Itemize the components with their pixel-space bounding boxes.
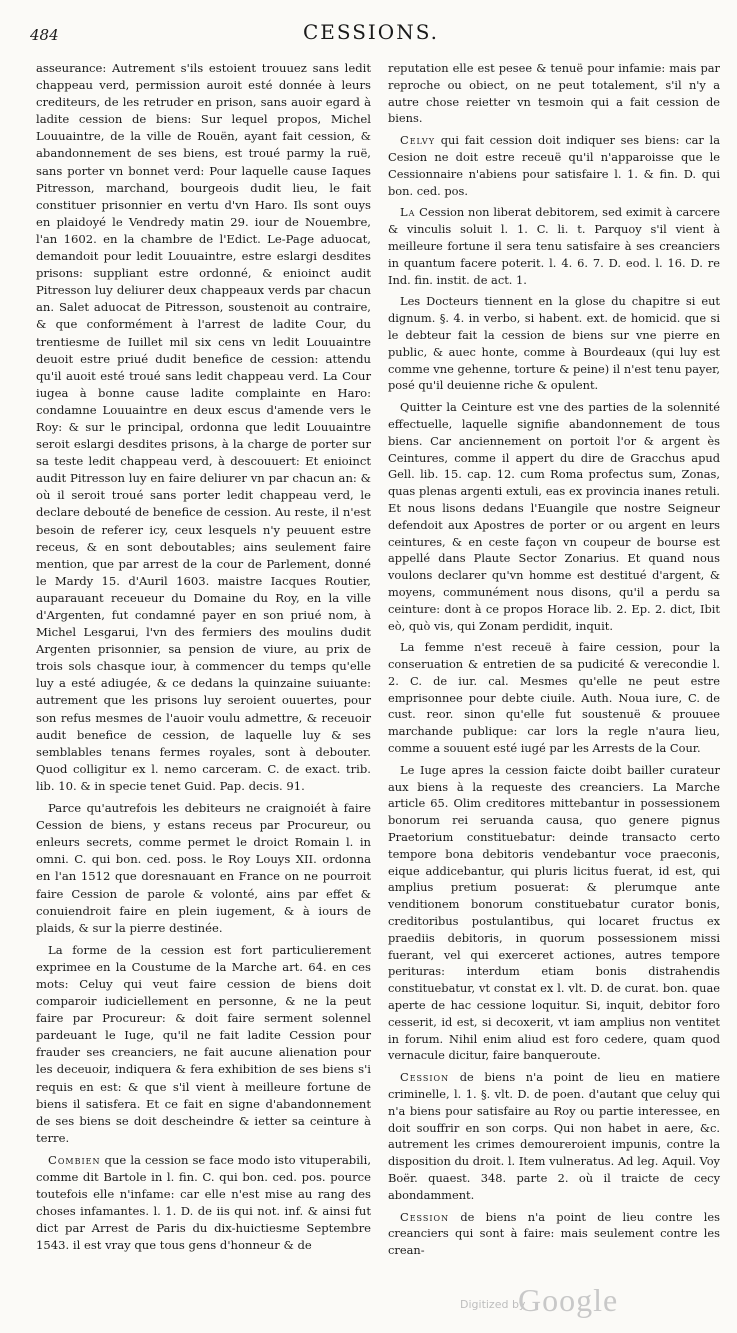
- page-number: 484: [30, 26, 59, 44]
- paragraph: [388, 639, 720, 757]
- running-title: CESSIONS.: [302, 20, 440, 44]
- left-column: [36, 60, 371, 1259]
- digitized-by-text: Digitized by: [460, 1298, 526, 1311]
- paragraph-lead-word: La: [400, 205, 416, 220]
- page-header: [30, 20, 712, 46]
- paragraph-text: La femme n'est receuë à faire cession, pour la conseruation & entretien de sa pudicité & verecondie l. 2. C. de iur. cal. Mesmes qu'elle ne peut estre emprisonnee pour debte ciuile. Auth. Noua iure, C. de cust. reor. sinon qu'elle fut soustenuë & prouuee marchande publique: car lors la regle n'aura lieu, comme a souuent esté iugé par les Arrests de la Cour.: [388, 640, 720, 756]
- paragraph: [36, 60, 371, 795]
- paragraph-text: La forme de la cession est fort particulierement exprimee en la Coustume de la Marche art. 64. en ces mots: Celuy qui veut faire cession de biens doit comparoir iudiciellement en personne, & ne la peut faire par Procureur: & doit faire serment solennel pardeuant le Iuge, qu'il ne fait ladite Cession pour frauder ses creanciers, ne fait aucune alienation pour les deceuoir, indiquera & fera exhibition de ses biens s'i requis en est: & que s'il vient à meilleure fortune de biens il satisfera. Et ce fait en signe d'abandonnement de ses biens se doit descheindre & ietter sa ceinture à terre.: [36, 942, 371, 1145]
- paragraph: [388, 1209, 720, 1259]
- paragraph-lead-word: Combien: [48, 1152, 101, 1167]
- paragraph-text: Quitter la Ceinture est vne des parties de la solennité effectuelle, laquelle signifie abandonnement de tous biens. Car anciennement on portoit l'or & argent ès Ceintures, comme il appert du dire de Gracchus apud Gell. lib. 15. cap. 12. cum Roma profectus sum, Zonas, quas plenas argenti extuli, eas ex provincia inanes retuli. Et nous lisons dedans l'Euangile que nostre Seigneur defendoit aux Apostres de porter or ou argent en leurs ceintures, & en ceste façon vn coupeur de bourse est appellé dans Plaute Sector Zonarius. Et quand nous voulons declarer qu'vn homme est destitué d'argent, & moyens, communément nous disons, qu'il a perdu sa ceinture: dont à ce propos Horace lib. 2. Ep. 2. dict, Ibit eò, quò vis, qui Zonam perdidit, inquit.: [388, 400, 720, 633]
- paragraph-lead-word: Celvy: [400, 133, 435, 148]
- paragraph: [36, 1152, 371, 1255]
- paragraph: [36, 942, 371, 1147]
- paragraph: [36, 800, 371, 937]
- paragraph: [388, 399, 720, 634]
- right-column: [388, 60, 720, 1264]
- paragraph-lead-word: Cession: [400, 1070, 450, 1085]
- google-watermark: [460, 1282, 710, 1322]
- paragraph: [388, 293, 720, 394]
- paragraph-text: qui fait cession doit indiquer ses biens: car la Cesion ne doit estre receuë qu'il n'apparoisse que le Cessionnaire n'abiens pour satisfaire l. 1. & fin. D. qui bon. ced. pos.: [388, 133, 720, 198]
- paragraph-text: de biens n'a point de lieu en matiere criminelle, l. 1. §. vlt. D. de poen. d'autant que celuy qui n'a biens pour satisfaire au Roy ou partie interessee, en doit souffrir en son corps. Qui non habet in aere, &c. autrement les crimes demoureroient impunis, contre la disposition du droit. l. Item vulneratus. Ad leg. Aquil. Voy Boër. quaest. 348. parte 2. où il traicte de cecy abondamment.: [388, 1070, 720, 1202]
- paragraph-text: reputation elle est pesee & tenuë pour infamie: mais par reproche ou obiect, on ne peut totalement, s'il n'y a autre chose reietter vn tesmoin qui a fait cession de biens.: [388, 61, 720, 126]
- paragraph: [388, 1069, 720, 1203]
- paragraph: [388, 762, 720, 1064]
- paragraph-text: Parce qu'autrefois les debiteurs ne craignoiét à faire Cession de biens, y estans receus par Procureur, ou enleurs secrets, comme permet le droict Romain l. in omni. C. qui bon. ced. poss. le Roy Louys XII. ordonna en l'an 1512 que doresnauant en France on ne pourroit faire Cession de parole & volonté, ains par effet & conuiendroit faire en plein iugement, & à iours de plaids, & sur la pierre destinée.: [36, 801, 371, 935]
- paragraph: [388, 204, 720, 288]
- paragraph-text: Le Iuge apres la cession faicte doibt bailler curateur aux biens à la requeste des creanciers. La Marche article 65. Olim creditores mittebantur in possessionem bonorum rei seruanda causa, quo genere pignus Praetorium constituebatur: deinde transacto certo tempore bona debitoris vendebantur voce praeconis, eique addicebantur, qui pluris licitus fuerat, id est, qui amplius pretium posuerat: & plerumque ante venditionem bonorum constituebatur curator bonis, creditoribus postulantibus, qui locaret fructus ex praediis debitoris, in quorum possessionem missi fuerant, vel qui exerceret actiones, autres tempore perituras: interdum etiam bonis distrahendis constituebatur, vt constat ex l. vlt. D. de curat. bon. quae aperte de hac cessione loquitur. Si, inquit, debitor foro cesserit, id est, si decoxerit, vt iam amplius non ventitet in forum. Nihil enim aliud est foro cedere, quam quod vernacule dicitur, faire banqueroute.: [388, 762, 720, 1063]
- paragraph: [388, 132, 720, 199]
- paragraph-text: asseurance: Autrement s'ils estoient trouuez sans ledit chappeau verd, permission auroit esté donnée à leurs crediteurs, de les retruder en prison, sans auoir egard à ladite cession de biens: Sur lequel propos, Michel Louuaintre, de la ville de Rouën, ayant fait cession, & abandonnement de ses biens, est troué parmy la ruë, sans porter vn bonnet verd: Pour laquelle cause Iaques Pitresson, marchand, bourgeois dudit lieu, le fait constituer prisonnier en vertu d'vn Haro. Ils sont ouys en plaidoyé le Vendredy matin 29. iour de Nouembre, l'an 1602. en la chambre de l'Edict. Le-Page aduocat, demandoit pour ledit Louuaintre, estre eslargi desdites prisons: suppliant estre ordonné, & enioinct audit Pitresson luy deliurer deux chappeaux verds par chacun an. Salet aduocat de Pitresson, soustenoit au contraire, & que conformément à l'arrest de ladite Cour, du trentiesme de Iuillet mil six cens vn ledit Louuaintre deuoit estre priué dudit benefice de cession: attendu qu'il auoit esté troué sans ledit chappeau verd. La Cour iugea à bonne cause ladite complainte en Haro: condamne Louuaintre en deux escus d'amende vers le Roy: & sur le principal, ordonna que ledit Louuaintre seroit eslargi desdites prisons, à la charge de porter sur sa teste ledit chappeau verd, à descouuert: Et enioinct audit Pitresson luy en faire deliurer vn par chacun an: & où il seroit troué sans porter ledit chappeau verd, le declare debouté de benefice de cession. Au reste, il n'est besoin de referer icy, ceux lesquels n'y peuuent estre receus, & en sont deboutables; ains seulement faire mention, que par arrest de la cour de Parlement, donné le Mardy 15. d'Auril 1603. maistre Iacques Routier, auparauant receueur du Domaine du Roy, en la ville d'Argenten, fut condamné payer en son priué nom, à Michel Lesgarui, l'vn des fermiers des moulins dudit Argenten prisonnier, sa pension de viure, au prix de trois sols chasque iour, à commencer du temps qu'elle luy a esté adiugée, & ce dedans la quinzaine suiuante: autrement que les prisons luy seroient ouuertes, pour son refus mesmes de l'auoir voulu admettre, & receuoir audit benefice de cession, de laquelle luy & ses semblables tenans fermes royales, sont à debouter. Quod colligitur ex l. nemo carceram. C. de exact. trib. lib. 10. & in specie tenet Guid. Pap. decis. 91.: [36, 61, 371, 793]
- google-logo: Google: [518, 1282, 619, 1318]
- paragraph: [388, 60, 720, 127]
- paragraph-lead-word: Cession: [400, 1209, 450, 1224]
- paragraph-text: Cession non liberat debitorem, sed eximit à carcere & vinculis soluit l. 1. C. li. t. Parquoy s'il vient à meilleure fortune il sera tenu satisfaire à ses creanciers in quantum facere poterit. l. 4. 6. 7. D. eod. l. 16. D. re Ind. fin. instit. de act. 1.: [388, 205, 721, 287]
- paragraph-text: de biens n'a point de lieu contre les creanciers qui sont à faire: mais seulement contre les crean-: [388, 1209, 720, 1258]
- paragraph-text: que la cession se face modo isto vituperabili, comme dit Bartole in l. fin. C. qui bon. ced. pos. pource toutefois elle n'infame: car elle n'est mise au rang des choses infamantes. l. 1. D. de iis qui not. inf. & ainsi fut dict par Arrest de Paris du dix-huictiesme Septembre 1543. il est vray que tous gens d'honneur & de: [36, 1152, 372, 1253]
- paragraph-text: Les Docteurs tiennent en la glose du chapitre si eut dignum. §. 4. in verbo, si habent. ext. de homicid. que si le debteur fait la cession de biens sur vne pierre en public, & auec honte, comme à Bourdeaux (qui luy est comme vne gehenne, torture & peine) il n'est tenu payer, posé qu'il deuienne riche & opulent.: [388, 294, 720, 393]
